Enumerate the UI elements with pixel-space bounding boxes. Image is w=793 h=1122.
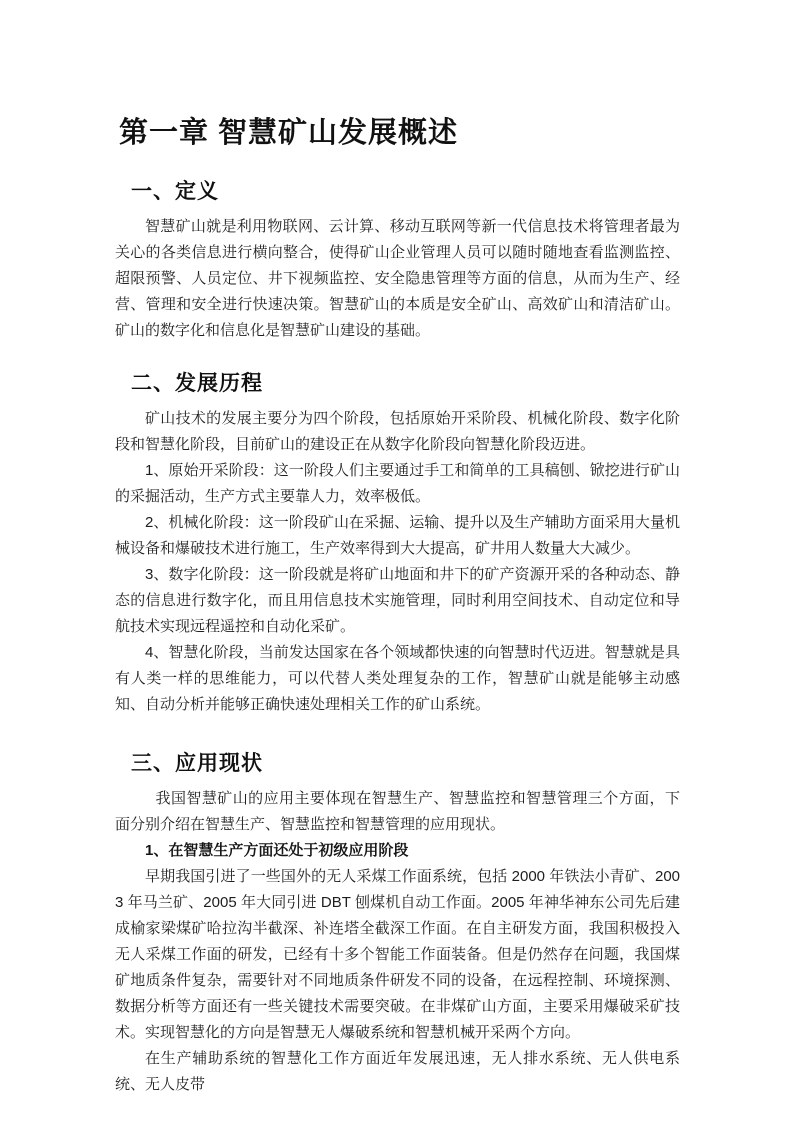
paragraph-stage-1-primitive: 1、原始开采阶段：这一阶段人们主要通过手工和简单的工具稿刨、锨挖进行矿山的采掘活动，生产方式主要靠人力，效率极低。 [115,462,680,505]
paragraph-definition: 智慧矿山就是利用物联网、云计算、移动互联网等新一代信息技术将管理者最为关心的各类信息进行横向整合，使得矿山企业管理人员可以随时随地查看监测监控、超限预警、人员定位、井下视频监控、安全隐患管理等方面的信息，从而为生产、经营、管理和安全进行快速决策。智慧矿山的本质是安全矿山、高效矿山和清洁矿山。矿山的数字化和信息化是智慧矿山建设的基础。 [115,218,680,339]
section-application-status [115,750,680,1098]
chapter-title: 第一章 智慧矿山发展概述 [119,117,459,149]
paragraph-history-intro: 矿山技术的发展主要分为四个阶段，包括原始开采阶段、机械化阶段、数字化阶段和智慧化阶段，目前矿山的建设正在从数字化阶段向智慧化阶段迈进。 [115,410,680,453]
paragraph-stage-3-digital: 3、数字化阶段：这一阶段就是将矿山地面和井下的矿产资源开采的各种动态、静态的信息进行数字化，而且用信息技术实施管理，同时利用空间技术、自动定位和导航技术实现远程遥控和自动化采矿。 [115,566,680,635]
section-definition [115,178,680,344]
section-heading-definition: 一、定义 [131,180,219,203]
section-development-history [115,370,680,718]
section-heading-application-status: 三、应用现状 [131,752,263,775]
paragraph-stage-2-mechanized: 2、机械化阶段：这一阶段矿山在采掘、运输、提升以及生产辅助方面采用大量机械设备和爆破技术进行施工，生产效率得到大大提高，矿井用人数量大大减少。 [115,514,680,557]
paragraph-application-intro: 我国智慧矿山的应用主要体现在智慧生产、智慧监控和智慧管理三个方面，下面分别介绍在智慧生产、智慧监控和智慧管理的应用现状。 [115,790,680,833]
paragraph-auxiliary-systems: 在生产辅助系统的智慧化工作方面近年发展迅速，无人排水系统、无人供电系统、无人皮带 [115,1050,680,1093]
paragraph-smart-production-detail: 早期我国引进了一些国外的无人采煤工作面系统，包括 2000 年铁法小青矿、2003 年马兰矿、2005 年大同引进 DBT 刨煤机自动工作面。2005 年神华神东公司先后建成榆家梁煤矿哈拉沟半截深、补连塔全截深工作面。在自主研发方面，我国积极投入无人采煤工作面的研发，已经有十多个智能工作面装备。但是仍然存在问题，我国煤矿地质条件复杂，需要针对不同地质条件研发不同的设备，在远程控制、环境探测、数据分析等方面还有一些关键技术需要突破。在非煤矿山方面，主要采用爆破采矿技术。实现智慧化的方向是智慧无人爆破系统和智慧机械开采两个方向。 [115,868,680,1041]
paragraph-stage-4-smart: 4、智慧化阶段，当前发达国家在各个领域都快速的向智慧时代迈进。智慧就是具有人类一样的思维能力，可以代替人类处理复杂的工作，智慧矿山就是能够主动感知、自动分析并能够正确快速处理相关工作的矿山系统。 [115,644,680,713]
subsection-heading-smart-production: 1、在智慧生产方面还处于初级应用阶段 [145,842,409,859]
section-heading-development-history: 二、发展历程 [131,372,263,395]
